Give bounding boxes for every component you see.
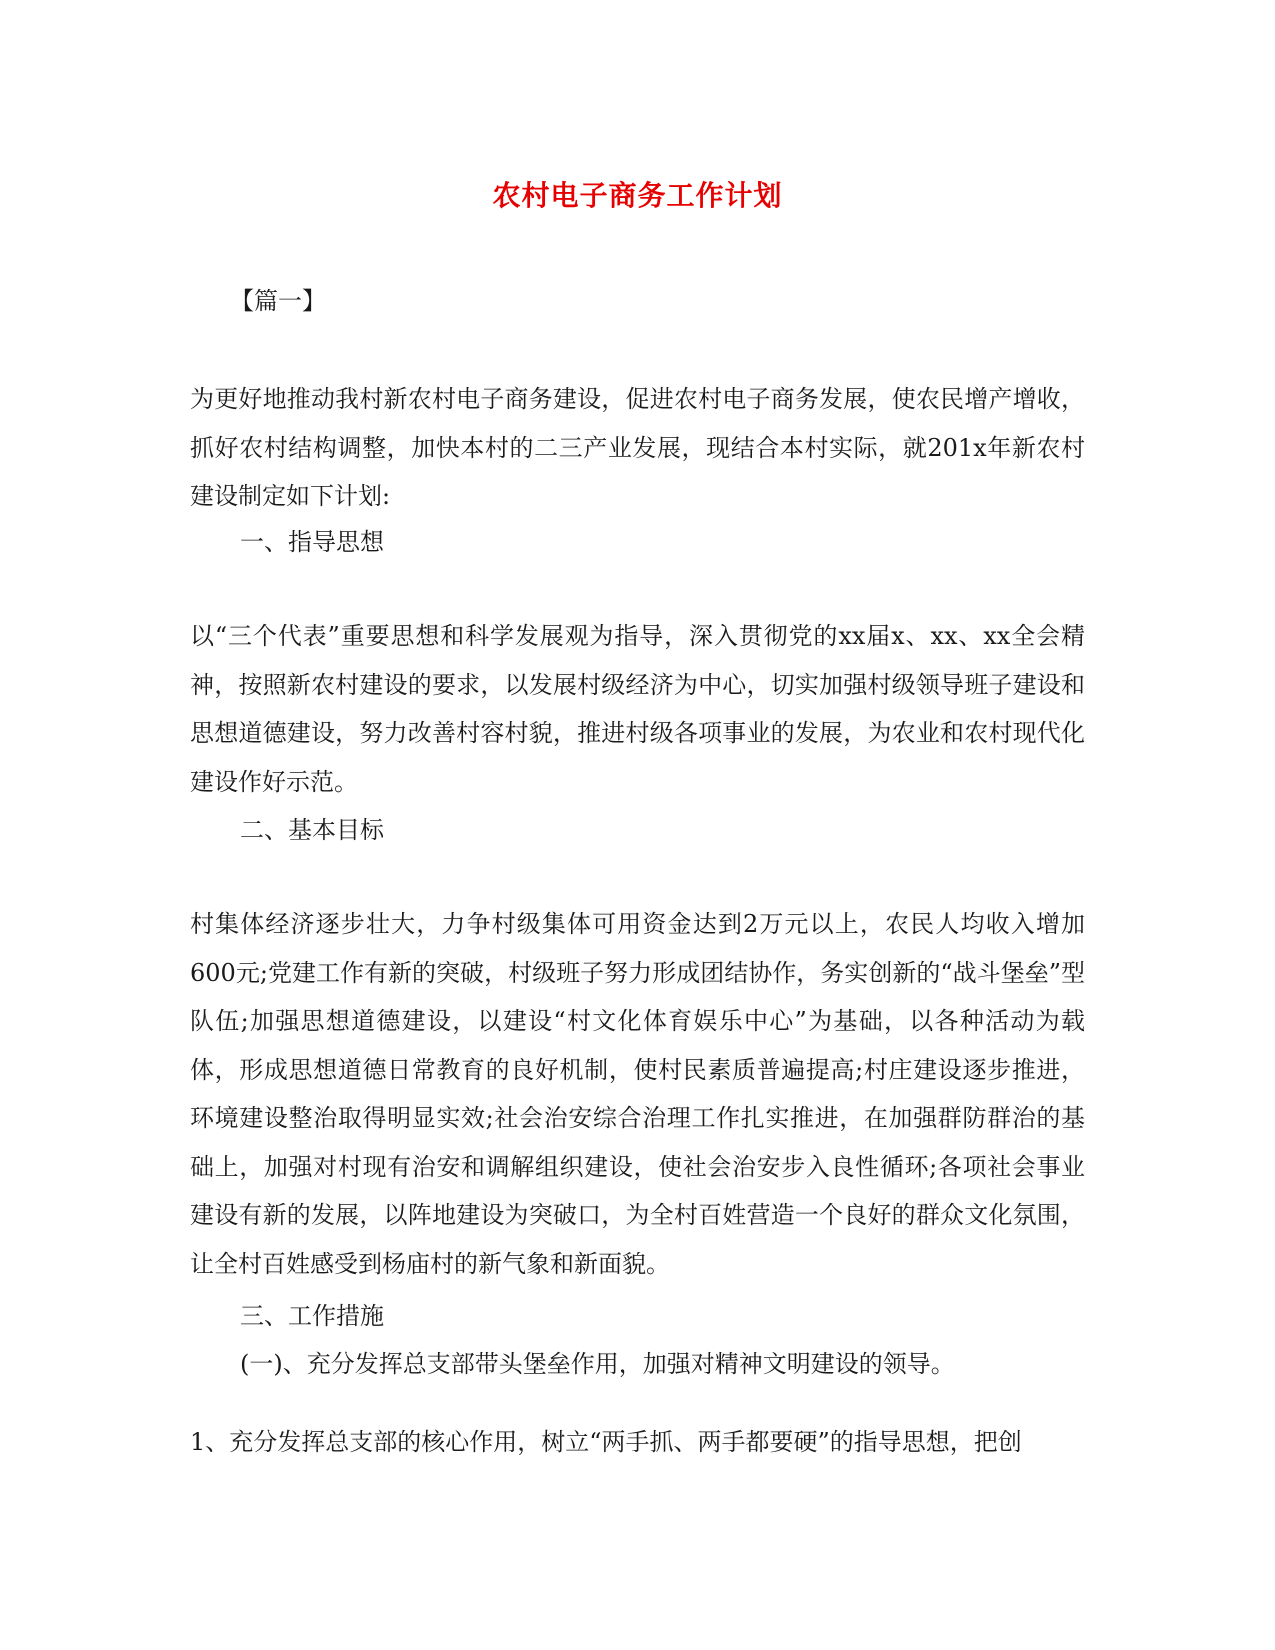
measure-one-paragraph: 1、充分发挥总支部的核心作用，树立“两手抓、两手都要硬”的指导思想，把创	[190, 1428, 1022, 1456]
goals-paragraph: 村集体经济逐步壮大，力争村级集体可用资金达到2万元以上，农民人均收入增加600元;党建工作有新的突破，村级班子努力形成团结协作，务实创新的“战斗堡垒”型队伍;加强思想道德建设，以建设“村文化体育娱乐中心”为基础，以各种活动为载体，形成思想道德日常教育的良好机制，使村民素质普遍提高;村庄建设逐步推进，环境建设整治取得明显实效;社会治安综合治理工作扎实推进，在加强群防群治的基础上，加强对村现有治安和调解组织建设，使社会治安步入良性循环;各项社会事业建设有新的发展，以阵地建设为突破口，为全村百姓营造一个良好的群众文化氛围，让全村百姓感受到杨庙村的新气象和新面貌。	[190, 910, 1085, 1278]
heading-work-measures: 三、工作措施	[240, 1302, 384, 1330]
document-title: 农村电子商务工作计划	[492, 179, 783, 212]
heading-guiding-thought: 一、指导思想	[240, 528, 384, 556]
heading-basic-goals: 二、基本目标	[240, 816, 384, 844]
subheading-measure-one: (一)、充分发挥总支部带头堡垒作用，加强对精神文明建设的领导。	[240, 1350, 955, 1378]
section-label: 【篇一】	[230, 287, 326, 315]
intro-paragraph: 为更好地推动我村新农村电子商务建设，促进农村电子商务发展，使农民增产增收，抓好农村结构调整，加快本村的二三产业发展，现结合本村实际，就201x年新农村建设制定如下计划:	[190, 385, 1085, 510]
guiding-paragraph: 以“三个代表”重要思想和科学发展观为指导，深入贯彻党的xx届x、xx、xx全会精神，按照新农村建设的要求，以发展村级经济为中心，切实加强村级领导班子建设和思想道德建设，努力改善村容村貌，推进村级各项事业的发展，为农业和农村现代化建设作好示范。	[190, 622, 1085, 796]
